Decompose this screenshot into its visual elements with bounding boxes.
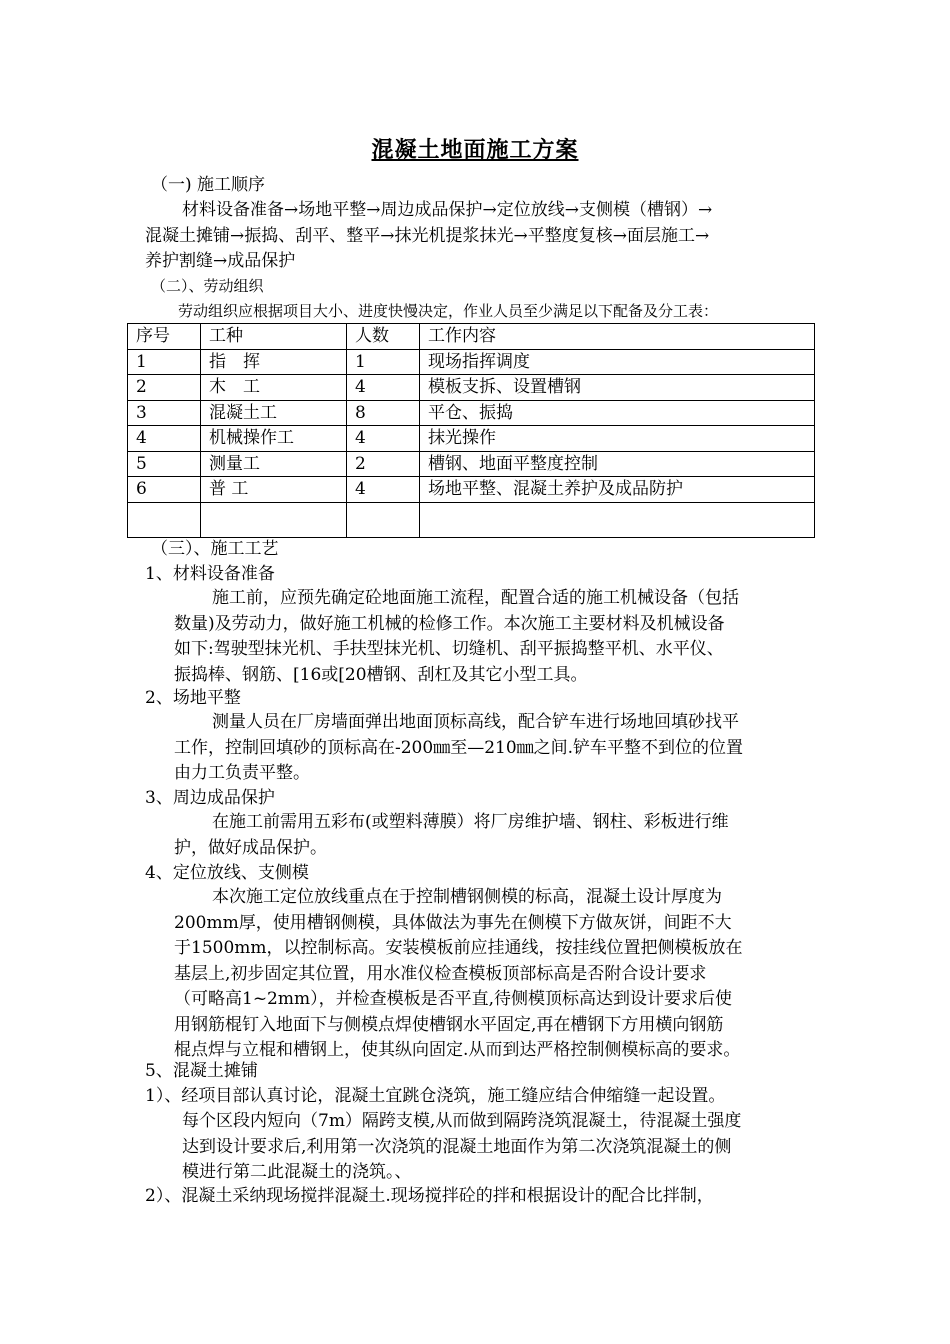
body-line: 测量人员在厂房墙面弹出地面顶标高线，配合铲车进行场地回填砂找平 — [212, 712, 739, 732]
section1-line: 材料设备准备→场地平整→周边成品保护→定位放线→支侧模（槽钢）→ — [182, 200, 713, 220]
table-cell: 槽钢、地面平整度控制 — [420, 451, 815, 477]
table-cell: 4 — [347, 375, 420, 401]
table-cell: 4 — [347, 477, 420, 503]
body-line: 模进行第二此混凝土的浇筑。、 — [182, 1162, 412, 1182]
body-line: 由力工负责平整。 — [174, 763, 310, 783]
body-line: 本次施工定位放线重点在于控制槽钢侧模的标高，混凝土设计厚度为 — [212, 887, 722, 907]
subsection-body — [174, 586, 739, 688]
list-item-body — [182, 1109, 741, 1186]
section1-heading: （一) 施工顺序 — [151, 175, 266, 195]
section2-heading: （二）、劳动组织 — [151, 277, 264, 295]
body-line: 振捣棒、钢筋、[16或[20槽钢、刮杠及其它小型工具。 — [174, 664, 588, 685]
table-cell: 场地平整、混凝土养护及成品防护 — [420, 477, 815, 503]
body-line: 数量)及劳动力，做好施工机械的检修工作。本次施工主要材料及机械设备 — [174, 613, 725, 634]
body-line: 200mm厚，使用槽钢侧模，具体做法为事先在侧模下方做灰饼，间距不大 — [174, 912, 732, 933]
table-cell: 混凝土工 — [201, 400, 347, 426]
section1-line: 混凝土摊铺→振捣、刮平、整平→抹光机提浆抹光→平整度复核→面层施工→ — [145, 225, 710, 246]
table-cell: 1 — [128, 349, 201, 375]
table-cell: 2 — [347, 451, 420, 477]
body-line: 达到设计要求后,利用第一次浇筑的混凝土地面作为第二次浇筑混凝土的侧 — [182, 1136, 732, 1157]
subsection-title: 3、周边成品保护 — [145, 788, 275, 808]
table-cell — [128, 502, 201, 537]
table-cell: 平仓、振捣 — [420, 400, 815, 426]
table-row — [128, 349, 815, 375]
table-cell: 1 — [347, 349, 420, 375]
subsection-body — [174, 710, 743, 787]
table-cell: 4 — [128, 426, 201, 452]
table-cell — [201, 502, 347, 537]
document-title: 混凝土地面施工方案 — [371, 137, 579, 163]
table-cell — [420, 502, 815, 537]
table-cell: 木 工 — [201, 375, 347, 401]
body-line: 在施工前需用五彩布(或塑料薄膜）将厂房维护墙、钢柱、彩板进行维 — [212, 812, 729, 832]
table-header-cell: 工作内容 — [420, 324, 815, 350]
body-line: 护，做好成品保护。 — [174, 837, 327, 858]
table-row — [128, 426, 815, 452]
subsection-body — [174, 885, 743, 1064]
section3-heading: （三）、施工工艺 — [151, 539, 279, 559]
table-row — [128, 400, 815, 426]
table-header-cell: 人数 — [347, 324, 420, 350]
table-row — [128, 451, 815, 477]
table-cell: 3 — [128, 400, 201, 426]
section2-intro: 劳动组织应根据项目大小、进度快慢决定，作业人员至少满足以下配备及分工表： — [178, 302, 719, 320]
list-item-first-line: 2）、混凝土采纳现场搅拌混凝土.现场搅拌砼的拌和根据设计的配合比拌制， — [145, 1186, 714, 1206]
table-cell: 模板支拆、设置槽钢 — [420, 375, 815, 401]
table-cell: 6 — [128, 477, 201, 503]
list-item-first-line: 1）、经项目部认真讨论，混凝土宜跳仓浇筑，施工缝应结合伸缩缝一起设置。 — [145, 1086, 726, 1106]
table-cell: 指 挥 — [201, 349, 347, 375]
table-cell — [347, 502, 420, 537]
table-cell: 8 — [347, 400, 420, 426]
body-line: 每个区段内短向（7m）隔跨支模,从而做到隔跨浇筑混凝土，待混凝土强度 — [182, 1111, 742, 1131]
labor-table — [127, 323, 815, 538]
body-line: 基层上,初步固定其位置，用水准仪检查模板顶部标高是否附合设计要求 — [174, 963, 707, 984]
body-line: 用钢筋棍钉入地面下与侧模点焊使槽钢水平固定,再在槽钢下方用横向钢筋 — [174, 1014, 724, 1035]
table-header-cell: 序号 — [128, 324, 201, 350]
body-line: 于1500mm，以控制标高。安装模板前应挂通线，按挂线位置把侧模板放在 — [174, 938, 743, 958]
table-cell: 抹光操作 — [420, 426, 815, 452]
subsection-title: 2、场地平整 — [145, 688, 241, 708]
table-cell: 2 — [128, 375, 201, 401]
subsection-title: 1、材料设备准备 — [145, 564, 275, 584]
subsection-body — [174, 810, 729, 861]
body-line: 如下:驾驶型抹光机、手扶型抹光机、切缝机、刮平振捣整平机、水平仪、 — [174, 639, 724, 659]
table-cell: 测量工 — [201, 451, 347, 477]
body-line: 棍点焊与立棍和槽钢上，使其纵向固定.从而到达严格控制侧模标高的要求。 — [174, 1040, 741, 1060]
table-row — [128, 477, 815, 503]
table-cell: 5 — [128, 451, 201, 477]
table-cell: 机械操作工 — [201, 426, 347, 452]
table-row — [128, 375, 815, 401]
table-header-row — [128, 324, 815, 350]
subsection-title: 4、定位放线、支侧模 — [145, 863, 309, 883]
table-cell: 现场指挥调度 — [420, 349, 815, 375]
body-line: 工作，控制回填砂的顶标高在-200㎜至—210㎜之间.铲车平整不到位的位置 — [174, 737, 744, 758]
subsection-title: 5、混凝土摊铺 — [145, 1061, 258, 1081]
table-cell: 4 — [347, 426, 420, 452]
table-header-cell: 工种 — [201, 324, 347, 350]
section1-body — [145, 198, 712, 275]
section1-line: 养护割缝→成品保护 — [145, 251, 296, 271]
body-line: （可略高1~2mm），并检查模板是否平直,待侧模顶标高达到设计要求后使 — [174, 989, 733, 1009]
table-cell: 普 工 — [201, 477, 347, 503]
body-line: 施工前，应预先确定砼地面施工流程，配置合适的施工机械设备（包括 — [212, 588, 739, 608]
table-row-empty — [128, 502, 815, 537]
